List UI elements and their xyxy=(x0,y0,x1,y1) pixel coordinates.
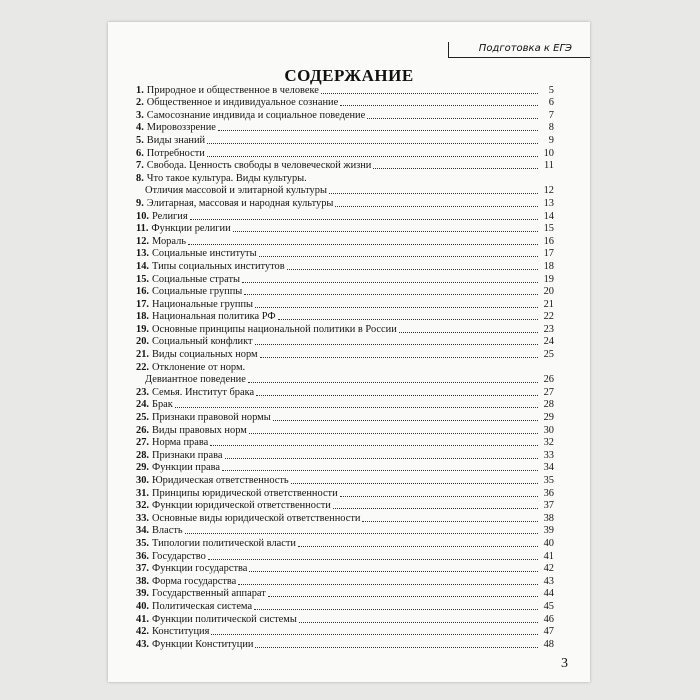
toc-entry xyxy=(136,298,554,311)
toc-entry-page: 27 xyxy=(543,386,554,398)
dot-leader xyxy=(255,307,538,308)
toc-entry-number: 29. xyxy=(136,462,149,474)
toc-entry-number: 37. xyxy=(136,563,149,575)
toc-entry-number: 16. xyxy=(136,286,149,298)
toc-entry-number: 40. xyxy=(136,600,149,612)
toc-entry-page: 40 xyxy=(543,537,554,549)
toc-entry-page: 8 xyxy=(548,122,554,134)
toc-entry xyxy=(136,563,554,576)
toc-entry-number: 4. xyxy=(136,122,144,134)
dot-leader xyxy=(362,521,538,522)
toc-entry xyxy=(136,172,554,185)
dot-leader xyxy=(207,143,538,144)
toc-entry xyxy=(136,260,554,273)
toc-entry-title: Государственный аппарат xyxy=(152,588,266,600)
toc-entry xyxy=(136,235,554,248)
dot-leader xyxy=(321,93,538,94)
dot-leader xyxy=(373,168,538,169)
toc-entry-title: Функции Конституции xyxy=(152,638,254,650)
toc-entry-page: 35 xyxy=(543,475,554,486)
dot-leader xyxy=(399,332,538,333)
toc-entry-title: Признаки правовой нормы xyxy=(152,412,271,424)
toc-entry xyxy=(136,462,554,475)
toc-entry-page: 47 xyxy=(543,626,554,638)
table-of-contents xyxy=(136,84,554,651)
dot-leader xyxy=(268,596,538,597)
toc-entry-number: 8. xyxy=(136,172,144,184)
toc-entry-number: 12. xyxy=(136,235,149,247)
dot-leader xyxy=(259,256,538,257)
toc-entry xyxy=(136,97,554,110)
toc-entry xyxy=(136,588,554,601)
toc-entry-number: 27. xyxy=(136,437,149,449)
dot-leader xyxy=(299,622,538,623)
toc-entry-title: Национальные группы xyxy=(152,298,253,310)
toc-entry-page: 5 xyxy=(548,84,554,96)
dot-leader xyxy=(340,496,538,497)
toc-entry xyxy=(136,638,554,651)
dot-leader xyxy=(256,395,538,396)
toc-entry-title: Виды социальных норм xyxy=(152,349,258,361)
toc-entry xyxy=(136,487,554,500)
toc-entry-page: 37 xyxy=(543,500,554,512)
toc-entry xyxy=(136,223,554,236)
toc-entry-title: Признаки права xyxy=(152,449,223,461)
toc-entry-title: Мораль xyxy=(152,235,186,247)
dot-leader xyxy=(190,219,538,220)
toc-entry-page: 39 xyxy=(543,525,554,537)
toc-entry-page: 34 xyxy=(543,462,554,474)
toc-entry-number: 15. xyxy=(136,273,149,285)
toc-entry-number: 26. xyxy=(136,424,149,436)
toc-entry xyxy=(136,160,554,173)
toc-entry-title: Функции права xyxy=(152,462,221,474)
toc-entry xyxy=(136,411,554,424)
dot-leader xyxy=(287,269,538,270)
toc-entry-page: 6 xyxy=(548,97,554,109)
toc-entry-title: Конституция xyxy=(152,626,210,638)
dot-leader xyxy=(188,244,538,245)
dot-leader xyxy=(248,382,538,383)
toc-entry-title: Функции государства xyxy=(152,563,248,575)
toc-entry-page: 45 xyxy=(543,600,554,612)
toc-entry xyxy=(136,500,554,513)
toc-entry-title: Типы социальных институтов xyxy=(152,260,285,272)
toc-entry-title: Социальные институты xyxy=(152,248,257,260)
toc-entry-number: 35. xyxy=(136,537,149,549)
toc-entry-number: 23. xyxy=(136,386,149,398)
dot-leader xyxy=(291,483,538,484)
toc-entry-title: Мировоззрение xyxy=(146,122,216,134)
toc-entry-title: Государство xyxy=(152,550,206,562)
book-page xyxy=(108,22,590,682)
dot-leader xyxy=(329,193,538,194)
toc-entry-title: Социальные группы xyxy=(152,286,243,298)
toc-entry-number: 34. xyxy=(136,525,149,537)
toc-entry xyxy=(136,336,554,349)
toc-entry-page: 14 xyxy=(543,210,554,222)
dot-leader xyxy=(225,458,539,459)
dot-leader xyxy=(333,508,538,509)
toc-entry-number: 13. xyxy=(136,248,149,260)
toc-entry xyxy=(136,399,554,412)
toc-entry xyxy=(136,449,554,462)
dot-leader xyxy=(244,294,538,295)
toc-entry-number: 43. xyxy=(136,638,149,650)
toc-entry xyxy=(136,185,554,198)
toc-entry-page: 18 xyxy=(543,260,554,272)
toc-entry-number: 18. xyxy=(136,311,149,323)
toc-entry-title: Брак xyxy=(152,399,173,411)
toc-entry-number: 3. xyxy=(136,109,144,121)
toc-entry-number: 22. xyxy=(136,361,149,373)
toc-entry-title: Социальные страты xyxy=(152,273,240,285)
toc-entry xyxy=(136,550,554,563)
toc-entry-number: 19. xyxy=(136,323,149,335)
toc-entry-number: 14. xyxy=(136,260,149,272)
dot-leader xyxy=(208,559,538,560)
toc-entry-title: Природное и общественное в человеке xyxy=(146,84,319,96)
toc-entry-title: Самосознание индивида и социальное поведение xyxy=(146,109,366,121)
toc-entry-title: Что такое культура. Виды культуры. xyxy=(146,172,307,184)
toc-entry xyxy=(136,134,554,147)
toc-entry-title: Форма государства xyxy=(152,575,237,587)
toc-entry-title: Отклонение от норм. xyxy=(152,361,246,373)
toc-entry xyxy=(136,525,554,538)
toc-entry-page: 48 xyxy=(543,638,554,650)
dot-leader xyxy=(249,433,538,434)
toc-entry-number: 32. xyxy=(136,500,149,512)
toc-entry-page: 19 xyxy=(543,273,554,285)
toc-entry-number: 1. xyxy=(136,84,144,96)
toc-entry-page: 28 xyxy=(543,399,554,411)
toc-entry xyxy=(136,286,554,299)
toc-entry-page: 30 xyxy=(543,424,554,436)
toc-entry xyxy=(136,84,554,97)
toc-entry-number: 33. xyxy=(136,512,149,524)
dot-leader xyxy=(238,584,538,585)
dot-leader xyxy=(185,533,538,534)
toc-entry-title: Власть xyxy=(152,525,183,537)
toc-entry-number: 30. xyxy=(136,475,149,486)
toc-entry-title: Функции политической системы xyxy=(152,613,297,625)
dot-leader xyxy=(211,634,538,635)
toc-entry-number: 11. xyxy=(136,223,149,235)
toc-entry xyxy=(136,311,554,324)
toc-entry xyxy=(136,424,554,437)
toc-entry-number: 17. xyxy=(136,298,149,310)
dot-leader xyxy=(255,344,538,345)
toc-entry-number: 28. xyxy=(136,449,149,461)
toc-entry-title: Норма права xyxy=(152,437,209,449)
toc-entry-number: 24. xyxy=(136,399,149,411)
toc-entry-page: 23 xyxy=(543,323,554,335)
toc-entry-title: Основные принципы национальной политики в России xyxy=(152,323,397,335)
toc-entry-page: 32 xyxy=(543,437,554,449)
dot-leader xyxy=(367,118,538,119)
toc-entry-page: 46 xyxy=(543,613,554,625)
toc-entry xyxy=(136,512,554,525)
toc-entry xyxy=(136,323,554,336)
toc-entry-page: 26 xyxy=(543,374,554,386)
toc-entry-number: 31. xyxy=(136,487,149,499)
page-title: СОДЕРЖАНИЕ xyxy=(284,66,414,85)
toc-entry-page: 24 xyxy=(543,336,554,348)
dot-leader xyxy=(233,231,538,232)
toc-entry xyxy=(136,386,554,399)
dot-leader xyxy=(278,319,538,320)
dot-leader xyxy=(242,282,538,283)
toc-entry xyxy=(136,626,554,639)
toc-entry-number: 6. xyxy=(136,147,144,159)
toc-entry-title: Свобода. Ценность свободы в человеческой жизни xyxy=(146,160,372,172)
toc-entry-title: Виды знаний xyxy=(146,134,206,146)
toc-entry-page: 36 xyxy=(543,487,554,499)
toc-entry-title: Общественное и индивидуальное сознание xyxy=(146,97,339,109)
toc-entry-title: Девиантное поведение xyxy=(145,374,246,386)
toc-entry-title: Виды правовых норм xyxy=(152,424,247,436)
dot-leader xyxy=(260,357,538,358)
toc-entry xyxy=(136,600,554,613)
toc-entry-page: 13 xyxy=(543,197,554,209)
toc-entry-number: 38. xyxy=(136,575,149,587)
dot-leader xyxy=(273,420,538,421)
running-header: Подготовка к ЕГЭ xyxy=(448,42,590,58)
toc-entry-page: 9 xyxy=(548,134,554,146)
toc-entry-title: Принципы юридической ответственности xyxy=(152,487,338,499)
toc-entry-page: 21 xyxy=(543,298,554,310)
toc-entry-number: 39. xyxy=(136,588,149,600)
toc-entry-page: 16 xyxy=(543,235,554,247)
toc-entry-number: 36. xyxy=(136,550,149,562)
page-number: 3 xyxy=(561,656,568,671)
toc-entry-page: 25 xyxy=(543,349,554,361)
toc-entry xyxy=(136,147,554,160)
toc-entry-page: 38 xyxy=(543,512,554,524)
toc-entry-page: 22 xyxy=(543,311,554,323)
toc-entry xyxy=(136,109,554,122)
toc-entry-page: 44 xyxy=(543,588,554,600)
toc-entry-number: 41. xyxy=(136,613,149,625)
toc-entry-title: Функции религии xyxy=(151,223,231,235)
dot-leader xyxy=(222,470,538,471)
toc-entry-page: 7 xyxy=(548,109,554,121)
toc-entry-title: Политическая система xyxy=(152,600,253,612)
toc-entry-number: 10. xyxy=(136,210,149,222)
toc-entry xyxy=(136,575,554,588)
toc-entry-page: 17 xyxy=(543,248,554,260)
toc-entry-title: Юридическая ответственность xyxy=(152,475,289,486)
dot-leader xyxy=(254,609,538,610)
toc-entry xyxy=(136,474,554,487)
toc-entry xyxy=(136,197,554,210)
toc-entry xyxy=(136,210,554,223)
toc-entry-number: 25. xyxy=(136,412,149,424)
dot-leader xyxy=(175,407,538,408)
dot-leader xyxy=(249,571,538,572)
toc-entry xyxy=(136,248,554,261)
toc-entry-title: Функции юридической ответственности xyxy=(152,500,331,512)
toc-entry-page: 41 xyxy=(543,550,554,562)
toc-entry-page: 10 xyxy=(543,147,554,159)
toc-entry-number: 7. xyxy=(136,160,144,172)
toc-entry xyxy=(136,273,554,286)
toc-entry-page: 12 xyxy=(543,185,554,197)
toc-entry-number: 5. xyxy=(136,134,144,146)
toc-entry-title: Религия xyxy=(152,210,188,222)
toc-entry-title: Элитарная, массовая и народная культуры xyxy=(146,197,334,209)
toc-entry-title: Семья. Институт брака xyxy=(152,386,255,398)
toc-entry-page: 20 xyxy=(543,286,554,298)
toc-entry-page: 15 xyxy=(543,223,554,235)
toc-entry-title: Потребности xyxy=(146,147,205,159)
toc-entry-page: 42 xyxy=(543,563,554,575)
toc-entry xyxy=(136,437,554,450)
dot-leader xyxy=(340,105,538,106)
dot-leader xyxy=(335,206,538,207)
toc-entry-title: Социальный конфликт xyxy=(152,336,253,348)
toc-entry-number: 2. xyxy=(136,97,144,109)
toc-entry xyxy=(136,374,554,387)
toc-entry-title: Типологии политической власти xyxy=(152,537,296,549)
toc-entry xyxy=(136,348,554,361)
toc-entry-number: 42. xyxy=(136,626,149,638)
dot-leader xyxy=(207,156,538,157)
toc-entry-number: 20. xyxy=(136,336,149,348)
toc-entry-page: 29 xyxy=(543,412,554,424)
dot-leader xyxy=(210,445,538,446)
toc-entry-title: Отличия массовой и элитарной культуры xyxy=(145,185,327,197)
toc-entry xyxy=(136,613,554,626)
toc-entry xyxy=(136,122,554,135)
toc-entry-page: 43 xyxy=(543,575,554,587)
toc-entry-title: Национальная политика РФ xyxy=(152,311,276,323)
toc-entry-page: 33 xyxy=(543,449,554,461)
dot-leader xyxy=(218,130,538,131)
dot-leader xyxy=(298,546,538,547)
toc-entry-number: 9. xyxy=(136,197,144,209)
toc-entry xyxy=(136,361,554,374)
toc-entry-page: 11 xyxy=(543,160,554,172)
toc-entry-number: 21. xyxy=(136,349,149,361)
toc-entry-title: Основные виды юридической ответственности xyxy=(152,512,361,524)
toc-entry xyxy=(136,537,554,550)
dot-leader xyxy=(255,647,538,648)
